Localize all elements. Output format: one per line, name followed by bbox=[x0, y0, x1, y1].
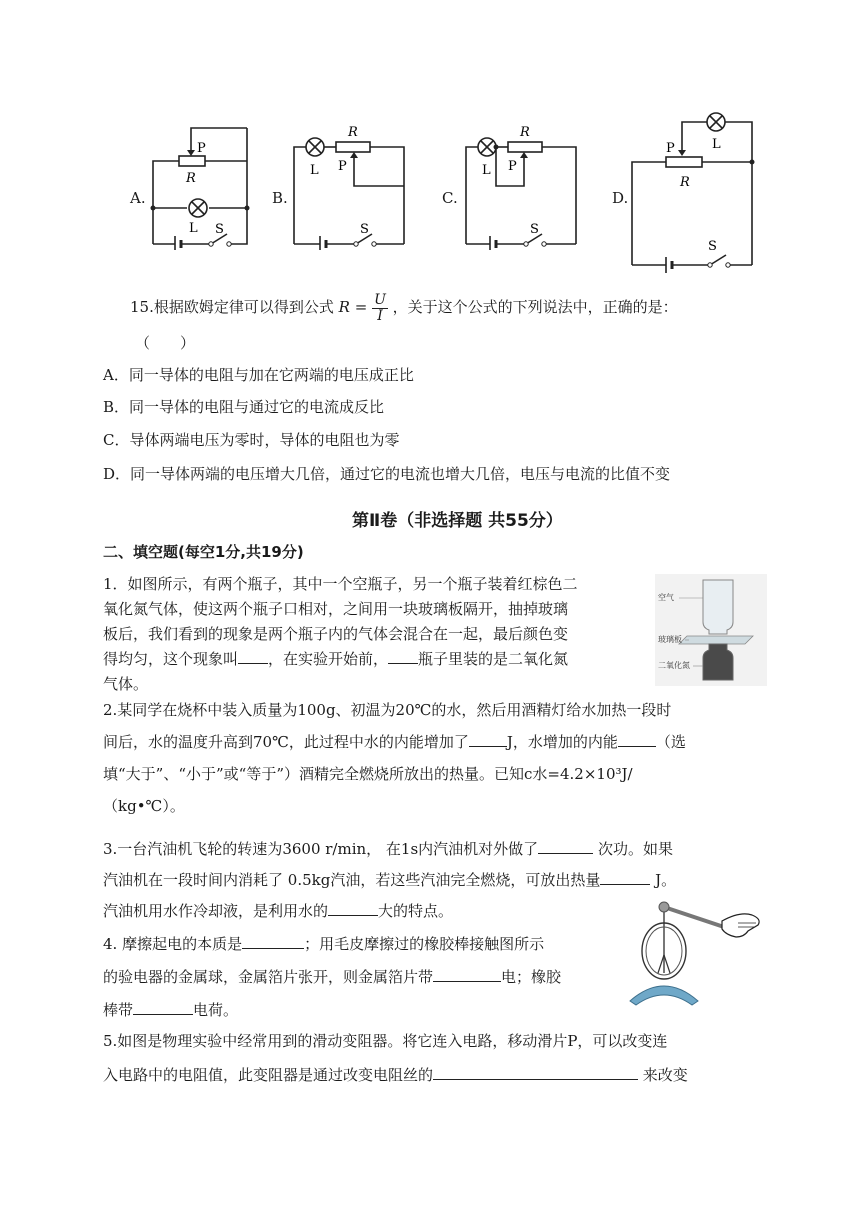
circuit-diagram-a bbox=[145, 120, 275, 250]
fill-question-4: 4. 摩擦起电的本质是 ；用毛皮摩擦过的橡胶棒接触图所示 的验电器的金属球，金属箔片张开，则金属箔片带 电；橡胶 棒带 电荷。 bbox=[103, 928, 623, 1027]
blank-q5-1 bbox=[433, 1063, 638, 1080]
formula-denominator: I bbox=[377, 307, 383, 324]
fill-question-2: 2.某同学在烧杯中装入质量为100g、初温为20℃的水，然后用酒精灯给水加热一段时 间后，水的温度升高到70℃，此过程中水的内能增加了 J，水增加的内能 （选 填“大于”、“小于”或“等于”）酒精完全燃烧所放出的热量。已知c水=4.2×10³J/ （kg•℃）。 bbox=[103, 701, 686, 815]
q15-answer-paren: （ ） bbox=[135, 334, 196, 352]
label-r-a: R bbox=[186, 171, 196, 186]
label-p-c: P bbox=[508, 159, 517, 174]
label-s-d: S bbox=[708, 239, 717, 254]
blank-q4-2 bbox=[433, 965, 501, 982]
q15-formula: R = $\frac{U}{I}$ bbox=[338, 291, 386, 324]
fill-question-5: 5.如图是物理实验中经常用到的滑动变阻器。将它连入电路，移动滑片P，可以改变连 入电路中的电阻值，此变阻器是通过改变电阻丝的 来改变 bbox=[103, 1032, 688, 1084]
label-no2: 二氧化氮 bbox=[658, 661, 690, 670]
label-s-b: S bbox=[360, 222, 369, 237]
blank-q2-1 bbox=[469, 730, 507, 747]
label-s-c: S bbox=[530, 222, 539, 237]
circuit-options bbox=[0, 100, 860, 280]
label-l-b: L bbox=[310, 163, 319, 178]
q15-option-a: A．同一导体的电阻与加在它两端的电压成正比 bbox=[103, 366, 414, 384]
circuit-diagram-b bbox=[290, 120, 420, 250]
q15-prefix: 根据欧姆定律可以得到公式 bbox=[153, 298, 334, 316]
question-15 bbox=[130, 290, 678, 324]
q15-option-b: B．同一导体的电阻与通过它的电流成反比 bbox=[103, 398, 385, 416]
option-b-letter: B. bbox=[272, 189, 288, 207]
label-p-b: P bbox=[338, 159, 347, 174]
q15-suffix: ，关于这个公式的下列说法中，正确的是： bbox=[392, 298, 678, 316]
blank-q3-2 bbox=[600, 868, 650, 885]
label-r-d: R bbox=[680, 175, 690, 190]
q15-option-c: C．导体两端电压为零时，导体的电阻也为零 bbox=[103, 431, 400, 449]
blank-q4-3 bbox=[133, 998, 193, 1015]
circuit-diagram-c bbox=[460, 120, 590, 250]
option-c-letter: C. bbox=[442, 189, 458, 207]
option-d-letter: D. bbox=[612, 189, 629, 207]
blank-q1-1 bbox=[238, 647, 268, 664]
label-l-a: L bbox=[189, 221, 198, 236]
formula-numerator: U bbox=[374, 291, 386, 308]
circuit-diagram-d bbox=[628, 100, 768, 275]
blank-q4-1 bbox=[242, 932, 304, 949]
label-r-c: R bbox=[520, 125, 530, 140]
label-s-a: S bbox=[215, 222, 224, 237]
blank-q1-2 bbox=[388, 647, 418, 664]
label-glass-plate: 玻璃板 bbox=[658, 635, 682, 644]
fill-question-3: 3.一台汽油机飞轮的转速为3600 r/min， 在1s内汽油机对外做了 次功。如果 汽油机在一段时间内消耗了 0.5kg汽油，若这些汽油完全燃烧，可放出热量 J。 汽油机用水作冷却液，是利用水的 大的特点。 bbox=[103, 834, 763, 927]
q15-number: 15. bbox=[130, 298, 154, 316]
label-p-d: P bbox=[666, 141, 675, 156]
label-p-a: P bbox=[197, 141, 206, 156]
electroscope-figure bbox=[626, 893, 766, 1009]
label-r-b: R bbox=[348, 125, 358, 140]
bottles-figure bbox=[655, 574, 767, 686]
q15-option-d: D．同一导体两端的电压增大几倍，通过它的电流也增大几倍，电压与电流的比值不变 bbox=[103, 465, 671, 483]
blank-q3-3 bbox=[328, 899, 378, 916]
blank-q3-1 bbox=[538, 837, 593, 854]
label-air: 空气 bbox=[658, 593, 674, 602]
label-l-c: L bbox=[482, 163, 491, 178]
section-2-subtitle: 二、填空题(每空1分,共19分) bbox=[103, 543, 304, 561]
label-l-d: L bbox=[712, 137, 721, 152]
fill-question-1: 1．如图所示，有两个瓶子，其中一个空瓶子，另一个瓶子装着红棕色二 氧化氮气体，使这两个瓶子口相对，之间用一块玻璃板隔开，抽掉玻璃 板后，我们看到的现象是两个瓶子内的气体会混合在一起，最后颜色变 得均匀，这个现象叫 ，在实验开始前， 瓶子里装的是二氧化氮 气体。 bbox=[103, 575, 578, 693]
blank-q2-2 bbox=[618, 730, 656, 747]
option-a-letter: A. bbox=[130, 189, 146, 207]
section-2-title: 第Ⅱ卷（非选择题 共55分） bbox=[352, 511, 563, 531]
